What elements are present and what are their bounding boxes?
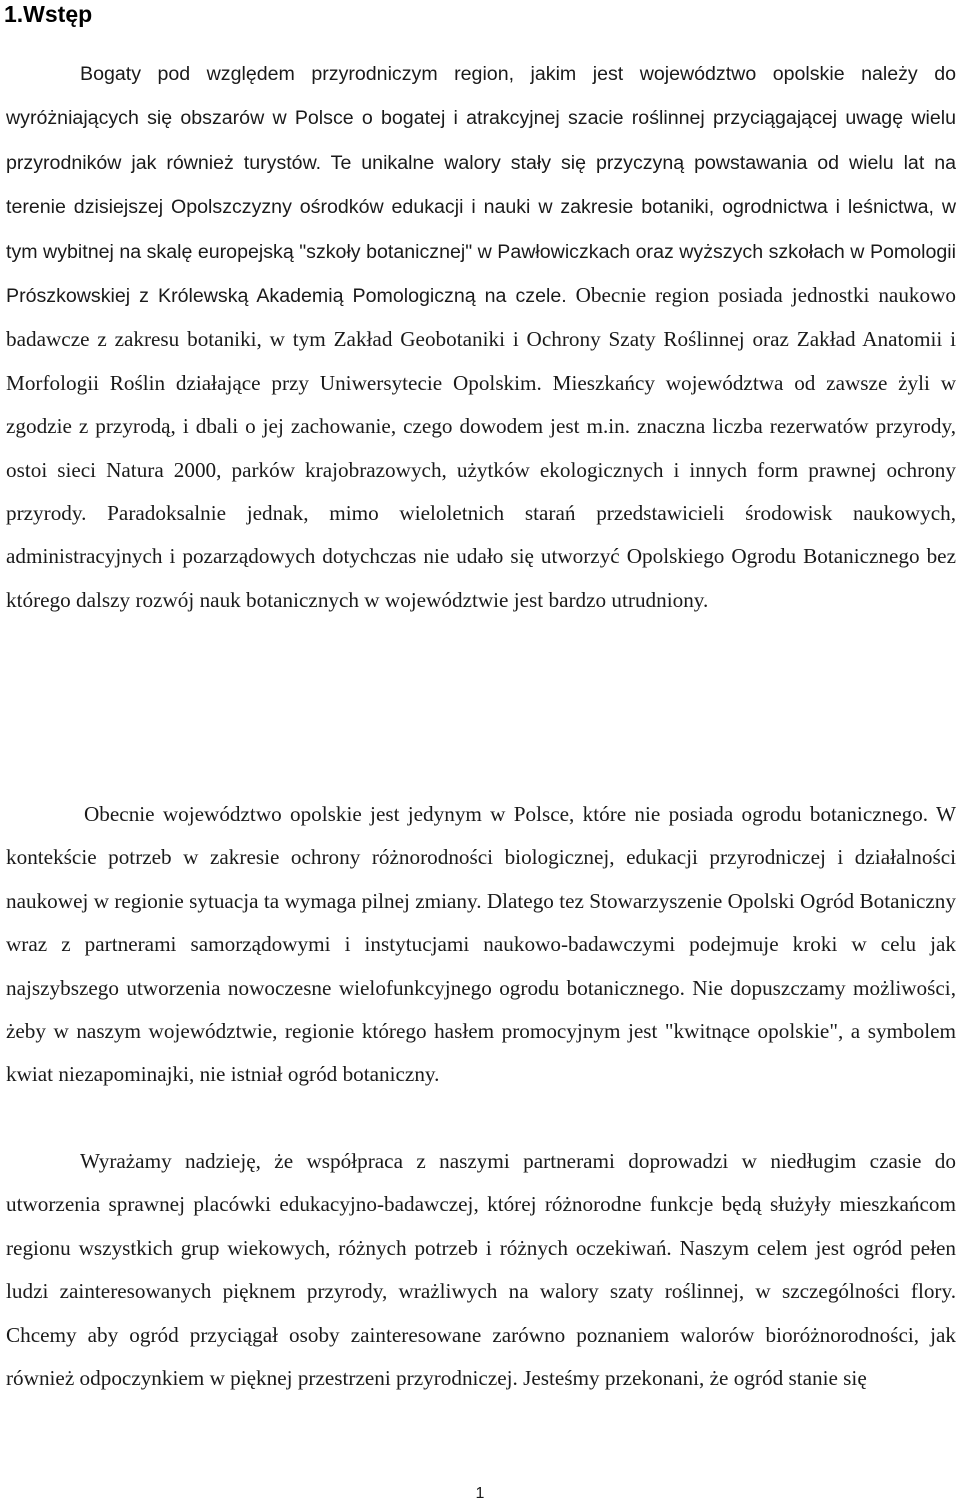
paragraph-2: Obecnie województwo opolskie jest jedynym w Polsce, które nie posiada ogrodu botanicznego. W kontekście potrzeb w zakresie ochrony różnorodności biologicznej, edukacji przyrodniczej i działalności naukowej w regionie sytuacja ta wymaga pilnej zmiany. Dlatego tez Stowarzyszenie Opolski Ogród Botaniczny wraz z partnerami samorządowymi i instytucjami naukowo-badawczymi podejmuje kroki w celu jak najszybszego utworzenia nowoczesne wielofunkcyjnego ogrodu botanicznego. Nie dopuszczamy możliwości, żeby w naszym województwie, regionie którego hasłem promocyjnym jest "kwitnące opolskie", a symbolem kwiat niezapominajki, nie istniał ogród botaniczny. — [6, 802, 956, 1087]
paragraph-1 — [6, 52, 956, 622]
paragraph-1-part-2: Obecnie region posiada jednostki naukowo badawcze z zakresu botaniki, w tym Zakład Geobotaniki i Ochrony Szaty Roślinnej oraz Zakład Anatomii i Morfologii Roślin działające przy Uniwersytecie Opolskim. Mieszkańcy województwa od zawsze żyli w zgodzie z przyrodą, i dbali o jej zachowanie, czego dowodem jest m.in. znaczna liczba rezerwatów przyrody, ostoi sieci Natura 2000, parków krajobrazowych, użytków ekologicznych i innych form prawnej ochrony przyrody. Paradoksalnie jednak, mimo wieloletnich starań przedstawicieli środowisk naukowych, administracyjnych i pozarządowych dotychczas nie udało się utworzyć Opolskiego Ogrodu Botanicznego bez którego dalszy rozwój nauk botanicznych w województwie jest bardzo utrudniony. — [6, 283, 956, 612]
section-heading: 1.Wstęp — [4, 1, 93, 27]
paragraph-3: Wyrażamy nadzieję, że współpraca z naszymi partnerami doprowadzi w niedługim czasie do utworzenia sprawnej placówki edukacyjno-badawczej, której różnorodne funkcje będą służyły mieszkańcom regionu wszystkich grup wiekowych, różnych potrzeb i różnych oczekiwań. Naszym celem jest ogród pełen ludzi zainteresowanych pięknem przyrody, wrażliwych na walory szaty roślinnej, w szczególności flory. Chcemy aby ogród przyciągał osoby zainteresowane zarówno poznaniem walorów bioróżnorodności, jak również odpoczynkiem w pięknej przestrzeni przyrodniczej. Jesteśmy przekonani, że ogród stanie się — [6, 1149, 956, 1391]
paragraph-1-part-1: Bogaty pod względem przyrodniczym region, jakim jest województwo opolskie należy do wyróżniających się obszarów w Polsce o bogatej i atrakcyjnej szacie roślinnej przyciągającej uwagę wielu przyrodników jak również turystów. Te unikalne walory stały się przyczyną powstawania od wielu lat na terenie dzisiejszej Opolszczyzny ośrodków edukacji i nauki w zakresie botaniki, ogrodnictwa i leśnictwa, w tym wybitnej na skalę europejską "szkoły botanicznej" w Pawłowiczkach oraz wyższych szkołach w Pomologii Prószkowskiej z Królewską Akademią Pomologiczną na czele. — [6, 63, 956, 308]
page-number: 1 — [475, 1485, 485, 1502]
